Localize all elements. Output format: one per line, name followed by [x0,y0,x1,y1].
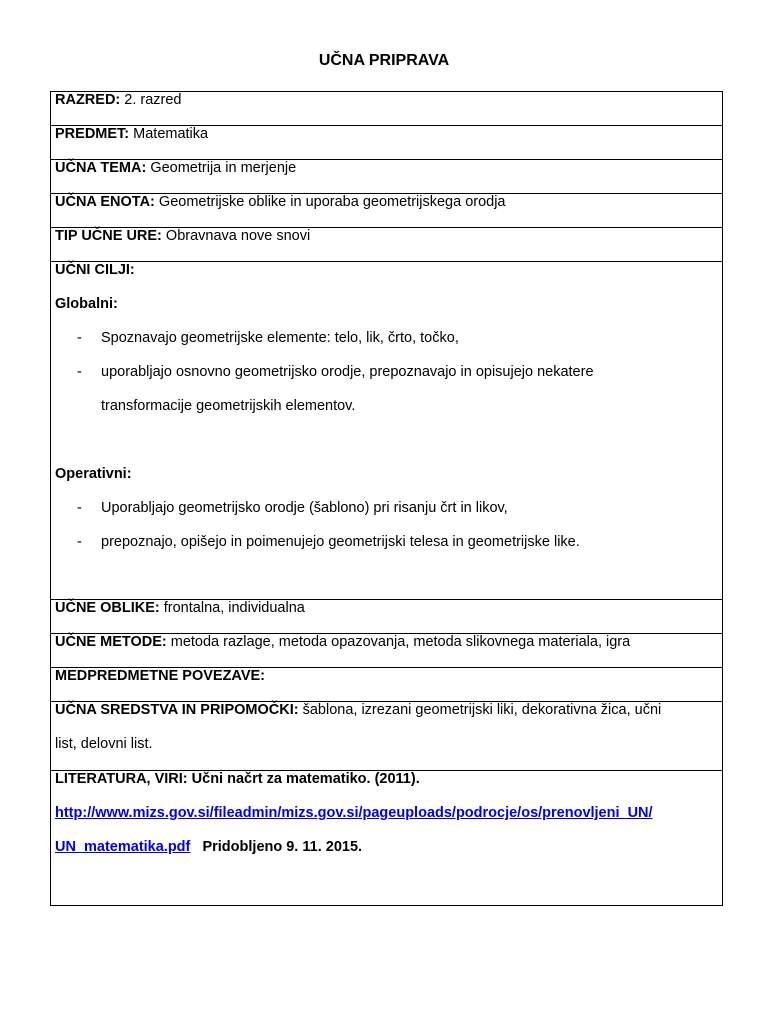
row-oblike [51,600,723,634]
globalni-item-1: Spoznavajo geometrijske elemente: telo, lik, črto, točko, [101,330,459,346]
enota-label: UČNA ENOTA: [55,194,155,210]
dash-marker: - [77,364,82,380]
cell-predmet [51,126,723,160]
source-link-cont[interactable]: UN_matematika.pdf [55,839,191,855]
cell-metode [51,634,723,668]
tip-value: Obravnava nove snovi [161,228,311,244]
enota-value: Geometrijske oblike in uporaba geometrijskega orodja [154,194,506,210]
cell-sredstva [51,702,723,771]
razred-label: RAZRED: [55,92,121,108]
dash-marker: - [77,500,82,516]
predmet-label: PREDMET: [55,126,130,142]
predmet-value: Matematika [129,126,209,142]
list-item [55,500,718,534]
literatura-heading: LITERATURA, VIRI: Učni načrt za matematiko. (2011). [55,771,420,787]
row-metode [51,634,723,668]
row-povezave [51,668,723,702]
dash-marker: - [77,330,82,346]
row-tip [51,228,723,262]
row-tema [51,160,723,194]
dash-marker: - [77,534,82,550]
cilji-heading: UČNI CILJI: [55,262,135,278]
operativni-heading: Operativni: [55,466,132,482]
globalni-item-2-cont: transformacije geometrijskih elementov. [101,398,356,414]
row-enota [51,194,723,228]
list-item [55,534,718,568]
cell-literatura [51,771,723,906]
row-razred [51,92,723,126]
list-item [55,330,718,364]
row-literatura [51,771,723,906]
tip-label: TIP UČNE URE: [55,228,162,244]
sredstva-label: UČNA SREDSTVA IN PRIPOMOČKI: [55,702,299,718]
cell-tema [51,160,723,194]
cell-enota [51,194,723,228]
metode-label: UČNE METODE: [55,634,167,650]
oblike-value: frontalna, individualna [159,600,305,616]
tema-label: UČNA TEMA: [55,160,147,176]
globalni-heading: Globalni: [55,296,118,312]
tema-value: Geometrija in merjenje [146,160,297,176]
sredstva-value-1: šablona, izrezani geometrijski liki, dekorativna žica, učni [298,702,662,718]
cell-oblike [51,600,723,634]
metode-value: metoda razlage, metoda opazovanja, metoda slikovnega materiala, igra [166,634,631,650]
row-sredstva [51,702,723,771]
cell-razred [51,92,723,126]
cell-tip [51,228,723,262]
operativni-item-2: prepoznajo, opišejo in poimenujejo geometrijski telesa in geometrijske like. [101,534,580,550]
row-cilji [51,262,723,600]
operativni-item-1: Uporabljajo geometrijsko orodje (šablono) pri risanju črt in likov, [101,500,508,516]
row-predmet [51,126,723,160]
povezave-label: MEDPREDMETNE POVEZAVE: [55,668,266,684]
list-item [55,364,718,398]
retrieved-date: Pridobljeno 9. 11. 2015. [202,839,363,855]
oblike-label: UČNE OBLIKE: [55,600,160,616]
source-link[interactable]: http://www.mizs.gov.si/fileadmin/mizs.gov.si/pageuploads/podrocje/os/prenovljeni_UN/ [55,805,653,821]
cell-cilji [51,262,723,600]
lesson-plan-table [50,91,723,906]
globalni-item-2: uporabljajo osnovno geometrijsko orodje, prepoznavajo in opisujejo nekatere [101,364,594,380]
sredstva-value-2: list, delovni list. [55,736,153,752]
razred-value: 2. razred [120,92,182,108]
document-title: UČNA PRIPRAVA [318,52,450,69]
cell-povezave [51,668,723,702]
